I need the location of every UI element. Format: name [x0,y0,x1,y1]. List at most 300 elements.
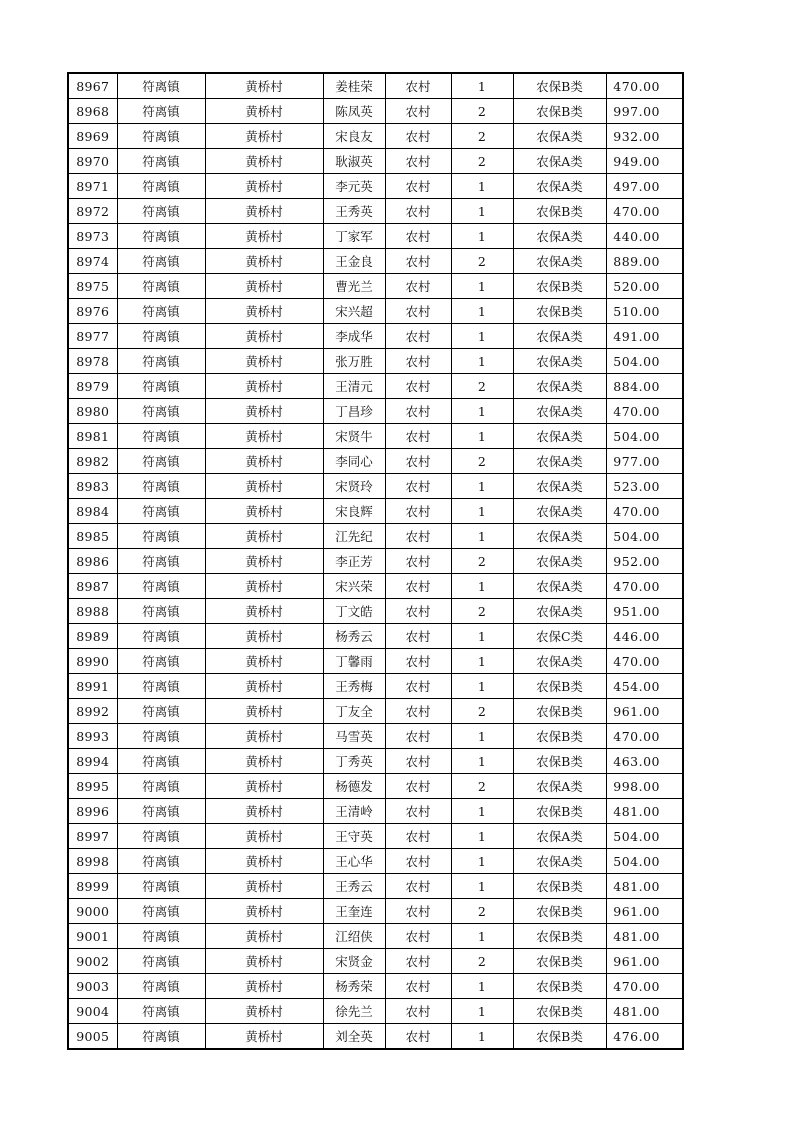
household-count-cell: 1 [451,274,513,299]
name-cell: 刘全英 [323,1024,385,1050]
area-type-cell: 农村 [385,899,451,924]
town-cell: 符离镇 [117,749,205,774]
village-cell: 黄桥村 [205,324,323,349]
area-type-cell: 农村 [385,524,451,549]
name-cell: 宋贤金 [323,949,385,974]
amount-cell: 949.00 [606,149,683,174]
serial-number-cell: 8972 [68,199,117,224]
amount-cell: 504.00 [606,349,683,374]
name-cell: 丁秀英 [323,749,385,774]
insurance-category-cell: 农保B类 [513,73,606,99]
household-count-cell: 2 [451,374,513,399]
amount-cell: 889.00 [606,249,683,274]
name-cell: 宋良友 [323,124,385,149]
amount-cell: 481.00 [606,999,683,1024]
town-cell: 符离镇 [117,73,205,99]
table-row [68,824,683,849]
name-cell: 杨德发 [323,774,385,799]
serial-number-cell: 8980 [68,399,117,424]
area-type-cell: 农村 [385,349,451,374]
area-type-cell: 农村 [385,424,451,449]
insurance-category-cell: 农保A类 [513,474,606,499]
serial-number-cell: 8970 [68,149,117,174]
table-row [68,674,683,699]
table-row [68,99,683,124]
amount-cell: 446.00 [606,624,683,649]
village-cell: 黄桥村 [205,624,323,649]
village-cell: 黄桥村 [205,474,323,499]
serial-number-cell: 8995 [68,774,117,799]
insurance-category-cell: 农保B类 [513,799,606,824]
village-cell: 黄桥村 [205,524,323,549]
insurance-category-cell: 农保A类 [513,499,606,524]
area-type-cell: 农村 [385,73,451,99]
insurance-category-cell: 农保A类 [513,174,606,199]
name-cell: 李成华 [323,324,385,349]
amount-cell: 470.00 [606,199,683,224]
serial-number-cell: 8986 [68,549,117,574]
table-row [68,274,683,299]
amount-cell: 504.00 [606,424,683,449]
village-cell: 黄桥村 [205,674,323,699]
village-cell: 黄桥村 [205,274,323,299]
serial-number-cell: 8998 [68,849,117,874]
serial-number-cell: 8987 [68,574,117,599]
table-row [68,574,683,599]
amount-cell: 504.00 [606,824,683,849]
serial-number-cell: 9000 [68,899,117,924]
serial-number-cell: 8999 [68,874,117,899]
town-cell: 符离镇 [117,224,205,249]
village-cell: 黄桥村 [205,799,323,824]
village-cell: 黄桥村 [205,849,323,874]
town-cell: 符离镇 [117,924,205,949]
village-cell: 黄桥村 [205,249,323,274]
area-type-cell: 农村 [385,624,451,649]
village-cell: 黄桥村 [205,724,323,749]
household-count-cell: 1 [451,649,513,674]
village-cell: 黄桥村 [205,649,323,674]
town-cell: 符离镇 [117,649,205,674]
village-cell: 黄桥村 [205,499,323,524]
household-count-cell: 2 [451,449,513,474]
village-cell: 黄桥村 [205,774,323,799]
serial-number-cell: 8997 [68,824,117,849]
amount-cell: 491.00 [606,324,683,349]
name-cell: 宋兴超 [323,299,385,324]
area-type-cell: 农村 [385,924,451,949]
town-cell: 符离镇 [117,599,205,624]
household-count-cell: 1 [451,499,513,524]
table-row [68,149,683,174]
name-cell: 宋贤牛 [323,424,385,449]
serial-number-cell: 8984 [68,499,117,524]
village-cell: 黄桥村 [205,199,323,224]
name-cell: 李同心 [323,449,385,474]
town-cell: 符离镇 [117,699,205,724]
household-count-cell: 1 [451,174,513,199]
table-body [68,73,683,1049]
household-count-cell: 2 [451,774,513,799]
amount-cell: 481.00 [606,924,683,949]
serial-number-cell: 8969 [68,124,117,149]
table-row [68,899,683,924]
amount-cell: 961.00 [606,949,683,974]
household-count-cell: 1 [451,399,513,424]
area-type-cell: 农村 [385,674,451,699]
serial-number-cell: 8973 [68,224,117,249]
insurance-category-cell: 农保B类 [513,1024,606,1050]
household-count-cell: 1 [451,824,513,849]
town-cell: 符离镇 [117,724,205,749]
table-row [68,749,683,774]
village-cell: 黄桥村 [205,424,323,449]
village-cell: 黄桥村 [205,924,323,949]
table-row [68,449,683,474]
table-row [68,424,683,449]
table-row [68,874,683,899]
household-count-cell: 2 [451,99,513,124]
village-cell: 黄桥村 [205,599,323,624]
area-type-cell: 农村 [385,499,451,524]
household-count-cell: 1 [451,874,513,899]
amount-cell: 520.00 [606,274,683,299]
table-row [68,949,683,974]
insurance-category-cell: 农保A类 [513,349,606,374]
town-cell: 符离镇 [117,574,205,599]
area-type-cell: 农村 [385,324,451,349]
area-type-cell: 农村 [385,824,451,849]
amount-cell: 504.00 [606,524,683,549]
household-count-cell: 1 [451,299,513,324]
table-row [68,1024,683,1050]
town-cell: 符离镇 [117,974,205,999]
town-cell: 符离镇 [117,174,205,199]
serial-number-cell: 8974 [68,249,117,274]
area-type-cell: 农村 [385,549,451,574]
household-count-cell: 1 [451,574,513,599]
area-type-cell: 农村 [385,949,451,974]
town-cell: 符离镇 [117,849,205,874]
table-row [68,374,683,399]
table-row [68,73,683,99]
area-type-cell: 农村 [385,699,451,724]
town-cell: 符离镇 [117,1024,205,1050]
town-cell: 符离镇 [117,624,205,649]
serial-number-cell: 8981 [68,424,117,449]
town-cell: 符离镇 [117,149,205,174]
name-cell: 王奎连 [323,899,385,924]
household-count-cell: 2 [451,899,513,924]
village-cell: 黄桥村 [205,1024,323,1050]
insurance-category-cell: 农保B类 [513,724,606,749]
name-cell: 李元英 [323,174,385,199]
amount-cell: 997.00 [606,99,683,124]
serial-number-cell: 8979 [68,374,117,399]
serial-number-cell: 8985 [68,524,117,549]
village-cell: 黄桥村 [205,73,323,99]
insurance-category-cell: 农保A类 [513,449,606,474]
amount-cell: 470.00 [606,574,683,599]
table-row [68,349,683,374]
table-row [68,499,683,524]
village-cell: 黄桥村 [205,124,323,149]
area-type-cell: 农村 [385,799,451,824]
insurance-category-cell: 农保B类 [513,699,606,724]
village-cell: 黄桥村 [205,874,323,899]
serial-number-cell: 9002 [68,949,117,974]
town-cell: 符离镇 [117,474,205,499]
amount-cell: 932.00 [606,124,683,149]
area-type-cell: 农村 [385,474,451,499]
area-type-cell: 农村 [385,974,451,999]
name-cell: 丁友全 [323,699,385,724]
area-type-cell: 农村 [385,449,451,474]
insurance-category-cell: 农保A类 [513,399,606,424]
table-row [68,649,683,674]
household-count-cell: 1 [451,73,513,99]
area-type-cell: 农村 [385,199,451,224]
table-row [68,174,683,199]
household-count-cell: 1 [451,799,513,824]
town-cell: 符离镇 [117,249,205,274]
village-cell: 黄桥村 [205,549,323,574]
amount-cell: 961.00 [606,699,683,724]
serial-number-cell: 8990 [68,649,117,674]
insurance-category-cell: 农保A类 [513,849,606,874]
household-count-cell: 2 [451,549,513,574]
table-row [68,199,683,224]
amount-cell: 504.00 [606,849,683,874]
table-row [68,974,683,999]
insurance-category-cell: 农保A类 [513,124,606,149]
town-cell: 符离镇 [117,399,205,424]
amount-cell: 470.00 [606,73,683,99]
town-cell: 符离镇 [117,374,205,399]
data-table [67,72,684,1050]
town-cell: 符离镇 [117,274,205,299]
name-cell: 宋兴荣 [323,574,385,599]
amount-cell: 440.00 [606,224,683,249]
town-cell: 符离镇 [117,424,205,449]
insurance-category-cell: 农保A类 [513,149,606,174]
insurance-category-cell: 农保B类 [513,999,606,1024]
village-cell: 黄桥村 [205,899,323,924]
amount-cell: 884.00 [606,374,683,399]
household-count-cell: 1 [451,424,513,449]
insurance-category-cell: 农保B类 [513,874,606,899]
household-count-cell: 1 [451,999,513,1024]
household-count-cell: 1 [451,524,513,549]
insurance-category-cell: 农保B类 [513,749,606,774]
serial-number-cell: 8977 [68,324,117,349]
town-cell: 符离镇 [117,949,205,974]
name-cell: 杨秀荣 [323,974,385,999]
serial-number-cell: 9001 [68,924,117,949]
serial-number-cell: 8991 [68,674,117,699]
name-cell: 李正芳 [323,549,385,574]
amount-cell: 454.00 [606,674,683,699]
amount-cell: 470.00 [606,499,683,524]
insurance-category-cell: 农保B类 [513,974,606,999]
name-cell: 江先纪 [323,524,385,549]
area-type-cell: 农村 [385,299,451,324]
household-count-cell: 1 [451,924,513,949]
serial-number-cell: 9005 [68,1024,117,1050]
town-cell: 符离镇 [117,524,205,549]
village-cell: 黄桥村 [205,299,323,324]
household-count-cell: 1 [451,849,513,874]
amount-cell: 523.00 [606,474,683,499]
serial-number-cell: 8993 [68,724,117,749]
household-count-cell: 1 [451,474,513,499]
village-cell: 黄桥村 [205,399,323,424]
area-type-cell: 农村 [385,874,451,899]
village-cell: 黄桥村 [205,374,323,399]
village-cell: 黄桥村 [205,999,323,1024]
name-cell: 姜桂荣 [323,73,385,99]
area-type-cell: 农村 [385,999,451,1024]
town-cell: 符离镇 [117,299,205,324]
household-count-cell: 2 [451,699,513,724]
insurance-category-cell: 农保C类 [513,624,606,649]
serial-number-cell: 8994 [68,749,117,774]
serial-number-cell: 8983 [68,474,117,499]
name-cell: 耿淑英 [323,149,385,174]
name-cell: 王金良 [323,249,385,274]
town-cell: 符离镇 [117,774,205,799]
table-row [68,624,683,649]
name-cell: 王清元 [323,374,385,399]
amount-cell: 481.00 [606,874,683,899]
area-type-cell: 农村 [385,1024,451,1050]
area-type-cell: 农村 [385,724,451,749]
table-row [68,299,683,324]
serial-number-cell: 9003 [68,974,117,999]
household-count-cell: 2 [451,124,513,149]
table-row [68,999,683,1024]
amount-cell: 952.00 [606,549,683,574]
village-cell: 黄桥村 [205,449,323,474]
serial-number-cell: 8967 [68,73,117,99]
area-type-cell: 农村 [385,649,451,674]
town-cell: 符离镇 [117,549,205,574]
village-cell: 黄桥村 [205,149,323,174]
household-count-cell: 2 [451,599,513,624]
insurance-category-cell: 农保B类 [513,899,606,924]
village-cell: 黄桥村 [205,99,323,124]
table-row [68,474,683,499]
town-cell: 符离镇 [117,349,205,374]
amount-cell: 497.00 [606,174,683,199]
amount-cell: 463.00 [606,749,683,774]
insurance-category-cell: 农保A类 [513,774,606,799]
area-type-cell: 农村 [385,149,451,174]
insurance-category-cell: 农保B类 [513,199,606,224]
table-row [68,549,683,574]
insurance-category-cell: 农保A类 [513,524,606,549]
insurance-category-cell: 农保B类 [513,99,606,124]
table-row [68,124,683,149]
amount-cell: 470.00 [606,724,683,749]
town-cell: 符离镇 [117,199,205,224]
household-count-cell: 1 [451,199,513,224]
town-cell: 符离镇 [117,449,205,474]
table-row [68,849,683,874]
village-cell: 黄桥村 [205,699,323,724]
village-cell: 黄桥村 [205,174,323,199]
town-cell: 符离镇 [117,324,205,349]
household-count-cell: 2 [451,949,513,974]
village-cell: 黄桥村 [205,949,323,974]
insurance-category-cell: 农保A类 [513,374,606,399]
insurance-category-cell: 农保B类 [513,674,606,699]
amount-cell: 470.00 [606,974,683,999]
insurance-category-cell: 农保A类 [513,574,606,599]
town-cell: 符离镇 [117,124,205,149]
name-cell: 曹光兰 [323,274,385,299]
household-count-cell: 1 [451,974,513,999]
area-type-cell: 农村 [385,399,451,424]
village-cell: 黄桥村 [205,349,323,374]
insurance-category-cell: 农保B类 [513,299,606,324]
serial-number-cell: 8975 [68,274,117,299]
name-cell: 丁文皓 [323,599,385,624]
household-count-cell: 1 [451,349,513,374]
table-row [68,599,683,624]
amount-cell: 998.00 [606,774,683,799]
table-row [68,699,683,724]
area-type-cell: 农村 [385,274,451,299]
name-cell: 丁昌珍 [323,399,385,424]
household-count-cell: 2 [451,149,513,174]
village-cell: 黄桥村 [205,574,323,599]
table-row [68,524,683,549]
table-row [68,249,683,274]
town-cell: 符离镇 [117,799,205,824]
town-cell: 符离镇 [117,499,205,524]
town-cell: 符离镇 [117,999,205,1024]
insurance-category-cell: 农保A类 [513,824,606,849]
name-cell: 丁馨雨 [323,649,385,674]
area-type-cell: 农村 [385,374,451,399]
area-type-cell: 农村 [385,174,451,199]
name-cell: 杨秀云 [323,624,385,649]
insurance-category-cell: 农保A类 [513,424,606,449]
name-cell: 王秀云 [323,874,385,899]
name-cell: 江绍侠 [323,924,385,949]
amount-cell: 470.00 [606,649,683,674]
name-cell: 王守英 [323,824,385,849]
name-cell: 王秀英 [323,199,385,224]
household-count-cell: 1 [451,324,513,349]
area-type-cell: 农村 [385,249,451,274]
area-type-cell: 农村 [385,124,451,149]
serial-number-cell: 8982 [68,449,117,474]
insurance-category-cell: 农保A类 [513,224,606,249]
table-row [68,724,683,749]
area-type-cell: 农村 [385,849,451,874]
name-cell: 丁家军 [323,224,385,249]
village-cell: 黄桥村 [205,749,323,774]
village-cell: 黄桥村 [205,824,323,849]
area-type-cell: 农村 [385,774,451,799]
town-cell: 符离镇 [117,99,205,124]
serial-number-cell: 8971 [68,174,117,199]
name-cell: 马雪英 [323,724,385,749]
serial-number-cell: 8992 [68,699,117,724]
household-count-cell: 1 [451,749,513,774]
